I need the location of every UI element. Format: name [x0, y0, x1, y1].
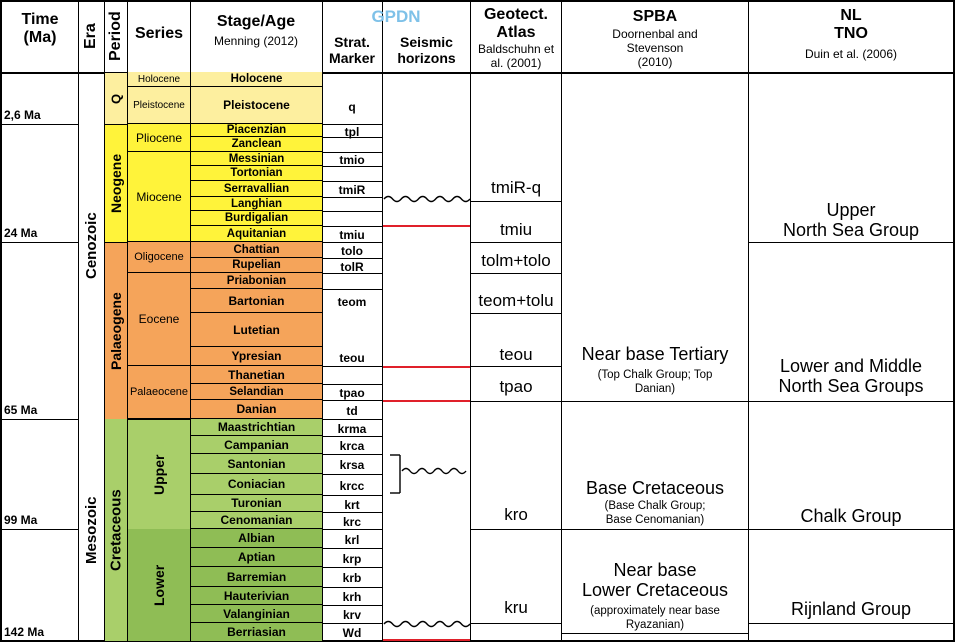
strat-marker: krma: [337, 421, 367, 436]
period-cretaceous: Cretaceous: [105, 419, 127, 641]
time-label: 99 Ma: [4, 513, 38, 527]
time-label: 142 Ma: [4, 625, 45, 639]
strat-marker: tmiu: [339, 228, 365, 242]
stage-selandian: Selandian: [191, 384, 322, 400]
strat-marker: krcc: [339, 478, 365, 493]
atlas-unit: teou: [499, 344, 533, 364]
atlas-unit: tmiu: [499, 220, 533, 239]
atlas-divider: [471, 401, 561, 402]
header-stage-sub: Menning (2012): [213, 34, 299, 48]
stage-pleistocene: Pleistocene: [191, 87, 322, 124]
atlas-unit: tmiR-q: [490, 178, 542, 197]
header-series: Series: [134, 25, 184, 42]
spba-cretaceous: Base Cretaceous: [585, 478, 725, 498]
spba-divider: [562, 529, 749, 530]
series-lower: Lower: [128, 529, 190, 641]
header-nl: NL TNO: [834, 7, 868, 42]
spba-divider: [562, 633, 749, 634]
strat-marker: tpl: [344, 124, 360, 139]
stage-serravallian: Serravallian: [191, 181, 322, 197]
stage-chattian: Chattian: [191, 242, 322, 258]
header-gpdn: GPDN: [371, 7, 421, 26]
strat-marker: krb: [342, 571, 362, 585]
stage-maastrichtian: Maastrichtian: [191, 419, 322, 436]
nl-lower-middle: Lower and Middle North Sea Groups: [778, 356, 924, 396]
stage-ypresian: Ypresian: [191, 347, 322, 366]
stage-valanginian: Valanginian: [191, 605, 322, 623]
stage-burdigalian: Burdigalian: [191, 211, 322, 226]
spba-cretaceous-sub: (Base Chalk Group; Base Cenomanian): [604, 500, 706, 526]
atlas-unit: kro: [504, 505, 528, 524]
header-geotect-sub: Baldschuhn et al. (2001): [477, 42, 555, 70]
atlas-divider: [471, 529, 561, 530]
unconformity-horizon: [384, 197, 470, 202]
strat-marker: tolo: [341, 244, 363, 258]
stage-aquitanian: Aquitanian: [191, 226, 322, 242]
header-seismic: Seismic horizons: [397, 34, 456, 66]
stage-holocene: Holocene: [191, 72, 322, 87]
stage-rupelian: Rupelian: [191, 258, 322, 273]
unconformity-horizon: [402, 469, 466, 474]
nl-divider: [749, 401, 955, 402]
series-upper: Upper: [128, 419, 190, 529]
atlas-unit: tpao: [499, 377, 533, 396]
atlas-unit: kru: [504, 597, 528, 617]
stage-barremian: Barremian: [191, 567, 322, 587]
stage-thanetian: Thanetian: [191, 366, 322, 384]
series-pleistocene: Pleistocene: [128, 87, 190, 124]
stage-tortonian: Tortonian: [191, 166, 322, 181]
spba-lower-sub: (approximately near base Ryazanian): [590, 605, 720, 631]
series-palaeocene: Palaeocene: [128, 366, 190, 419]
series-eocene: Eocene: [128, 273, 190, 366]
stage-zanclean: Zanclean: [191, 137, 322, 152]
time-label: 2,6 Ma: [4, 108, 41, 122]
nl-upper: Upper North Sea Group: [782, 200, 920, 240]
header-spba-sub: Doornenbal and Stevenson (2010): [612, 27, 698, 69]
series-oligocene: Oligocene: [128, 242, 190, 273]
stage-coniacian: Coniacian: [191, 474, 322, 495]
atlas-divider: [471, 273, 561, 274]
strat-marker: krv: [342, 608, 362, 622]
strat-marker: Wd: [342, 626, 362, 640]
stage-langhian: Langhian: [191, 197, 322, 211]
time-label: 65 Ma: [4, 403, 38, 417]
strat-marker: tolR: [340, 259, 364, 274]
stage-cenomanian: Cenomanian: [191, 512, 322, 529]
stage-priabonian: Priabonian: [191, 273, 322, 289]
spba-lower: Near base Lower Cretaceous: [581, 560, 729, 600]
period-palaeogene: Palaeogene: [105, 242, 127, 419]
strat-marker: krc: [342, 514, 362, 529]
strat-marker: krca: [339, 439, 365, 453]
header-era: Era: [82, 23, 99, 49]
nl-rijnland: Rijnland Group: [790, 599, 912, 619]
period-q: Q: [105, 72, 127, 124]
strat-marker: tpao: [339, 386, 365, 400]
strat-marker: q: [348, 99, 356, 114]
header-strat: Strat. Marker: [329, 34, 375, 66]
strat-marker: krl: [344, 532, 360, 547]
strat-marker: krh: [342, 590, 362, 604]
stage-messinian: Messinian: [191, 152, 322, 166]
header-geotect: Geotect. Atlas: [483, 6, 548, 41]
unconformity-horizon: [384, 622, 470, 627]
atlas-divider: [471, 623, 561, 624]
time-label: 24 Ma: [4, 226, 38, 240]
strat-marker: teom: [337, 295, 367, 309]
stage-santonian: Santonian: [191, 454, 322, 474]
stage-campanian: Campanian: [191, 436, 322, 454]
strat-marker: krsa: [339, 458, 365, 472]
stage-albian: Albian: [191, 529, 322, 548]
strat-marker: tmio: [339, 153, 365, 167]
atlas-divider: [471, 201, 561, 202]
atlas-unit: tolm+tolo: [481, 251, 551, 270]
header-period: Period: [107, 11, 124, 61]
strat-marker: teou: [339, 350, 365, 365]
nl-chalk: Chalk Group: [800, 506, 902, 526]
stage-bartonian: Bartonian: [191, 289, 322, 313]
atlas-divider: [471, 242, 561, 243]
series-holocene: Holocene: [128, 72, 190, 87]
era-mesozoic: Mesozoic: [83, 496, 100, 564]
header-nl-sub: Duin et al. (2006): [804, 47, 898, 61]
header-spba: SPBA: [632, 8, 678, 25]
strat-marker: td: [346, 403, 358, 418]
header-stage: Stage/Age: [216, 13, 296, 30]
period-neogene: Neogene: [105, 124, 127, 242]
spba-divider: [562, 401, 749, 402]
era-cenozoic: Cenozoic: [79, 72, 104, 419]
series-miocene: Miocene: [128, 152, 190, 242]
strat-marker: krp: [342, 551, 362, 566]
nl-divider: [749, 529, 955, 530]
series-pliocene: Pliocene: [128, 124, 190, 152]
atlas-divider: [471, 313, 561, 314]
nl-divider: [749, 623, 955, 624]
stage-berriasian: Berriasian: [191, 623, 322, 641]
nl-divider: [749, 242, 955, 243]
stage-hauterivian: Hauterivian: [191, 587, 322, 605]
header-time: Time (Ma): [21, 11, 59, 46]
atlas-unit: teom+tolu: [478, 291, 554, 310]
stage-lutetian: Lutetian: [191, 313, 322, 347]
strat-marker: tmiR: [338, 183, 366, 197]
stage-danian: Danian: [191, 400, 322, 419]
spba-tertiary-sub: (Top Chalk Group; Top Danian): [597, 369, 713, 395]
atlas-divider: [471, 366, 561, 367]
strat-marker: krt: [344, 497, 360, 512]
stage-turonian: Turonian: [191, 495, 322, 512]
stage-piacenzian: Piacenzian: [191, 124, 322, 137]
stage-aptian: Aptian: [191, 548, 322, 567]
spba-tertiary: Near base Tertiary: [581, 344, 729, 364]
